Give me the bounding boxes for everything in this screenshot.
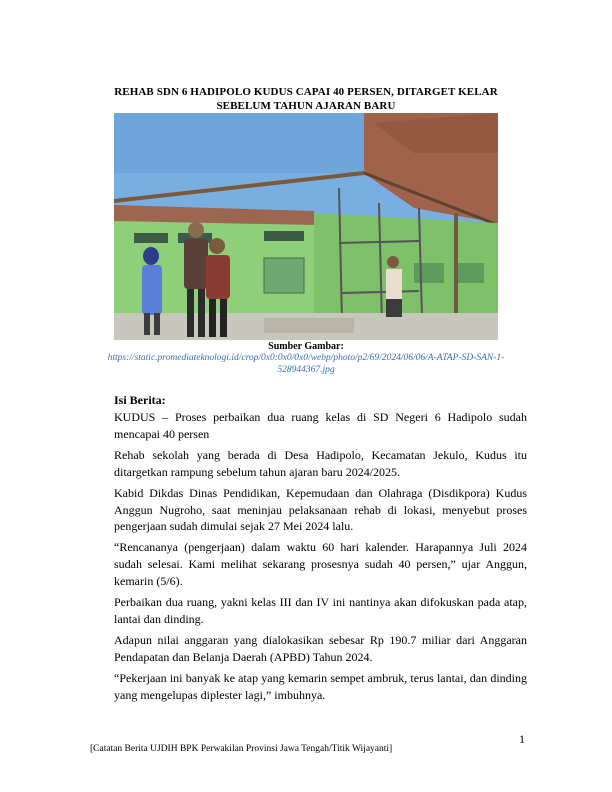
paragraph: “Rencananya (pengerjaan) dalam waktu 60 hari kalender. Harapannya Juli 2024 sudah selesai. Kami melihat sekarang prosesnya sudah 40 persen,” ujar Anggun, kemarin (5/6). (114, 540, 527, 589)
paragraph: Perbaikan dua ruang, yakni kelas III dan IV ini nantinya akan difokuskan pada atap, lantai dan dinding. (114, 595, 527, 626)
image-source-link[interactable]: https://static.promediateknologi.id/crop/0x0:0x0/0x0/webp/photo/p2/69/2024/06/06/A-ATAP-SD-SAN-1-528944367.jpg (107, 353, 505, 375)
article-photo (114, 113, 498, 340)
page-number: 1 (519, 732, 525, 746)
image-caption-label: Sumber Gambar: (268, 341, 344, 352)
paragraph: Adapun nilai anggaran yang dialokasikan sebesar Rp 190.7 miliar dari Anggaran Pendapatan dan Belanja Daerah (APBD) Tahun 2024. (114, 632, 527, 664)
article-body (114, 409, 527, 708)
section-heading: Isi Berita: (114, 393, 166, 407)
paragraph: Rehab sekolah yang berada di Desa Hadipolo, Kecamatan Jekulo, Kudus itu ditargetkan rampung sebelum tahun ajaran baru 2024/2025. (114, 447, 527, 479)
paragraph: Kabid Dikdas Dinas Pendidikan, Kepemudaan dan Olahraga (Disdikpora) Kudus Anggun Nugroho, saat meninjau pelaksanaan rehab di lokasi, menyebut proses pengerjaan sudah dimulai sejak 27 Mei 2024 lalu. (114, 485, 527, 534)
footer-note: [Catatan Berita UJDIH BPK Perwakilan Provinsi Jawa Tengah/Titik Wijayanti] (90, 744, 393, 754)
paragraph: “Pekerjaan ini banyak ke atap yang kemarin sempet ambruk, terus lantai, dan dinding yang mengelupas diplester lagi,” imbuhnya. (114, 670, 527, 702)
paragraph: KUDUS – Proses perbaikan dua ruang kelas di SD Negeri 6 Hadipolo sudah mencapai 40 persen (114, 410, 527, 441)
article-title: REHAB SDN 6 HADIPOLO KUDUS CAPAI 40 PERSEN, DITARGET KELAR SEBELUM TAHUN AJARAN BARU (114, 86, 498, 112)
